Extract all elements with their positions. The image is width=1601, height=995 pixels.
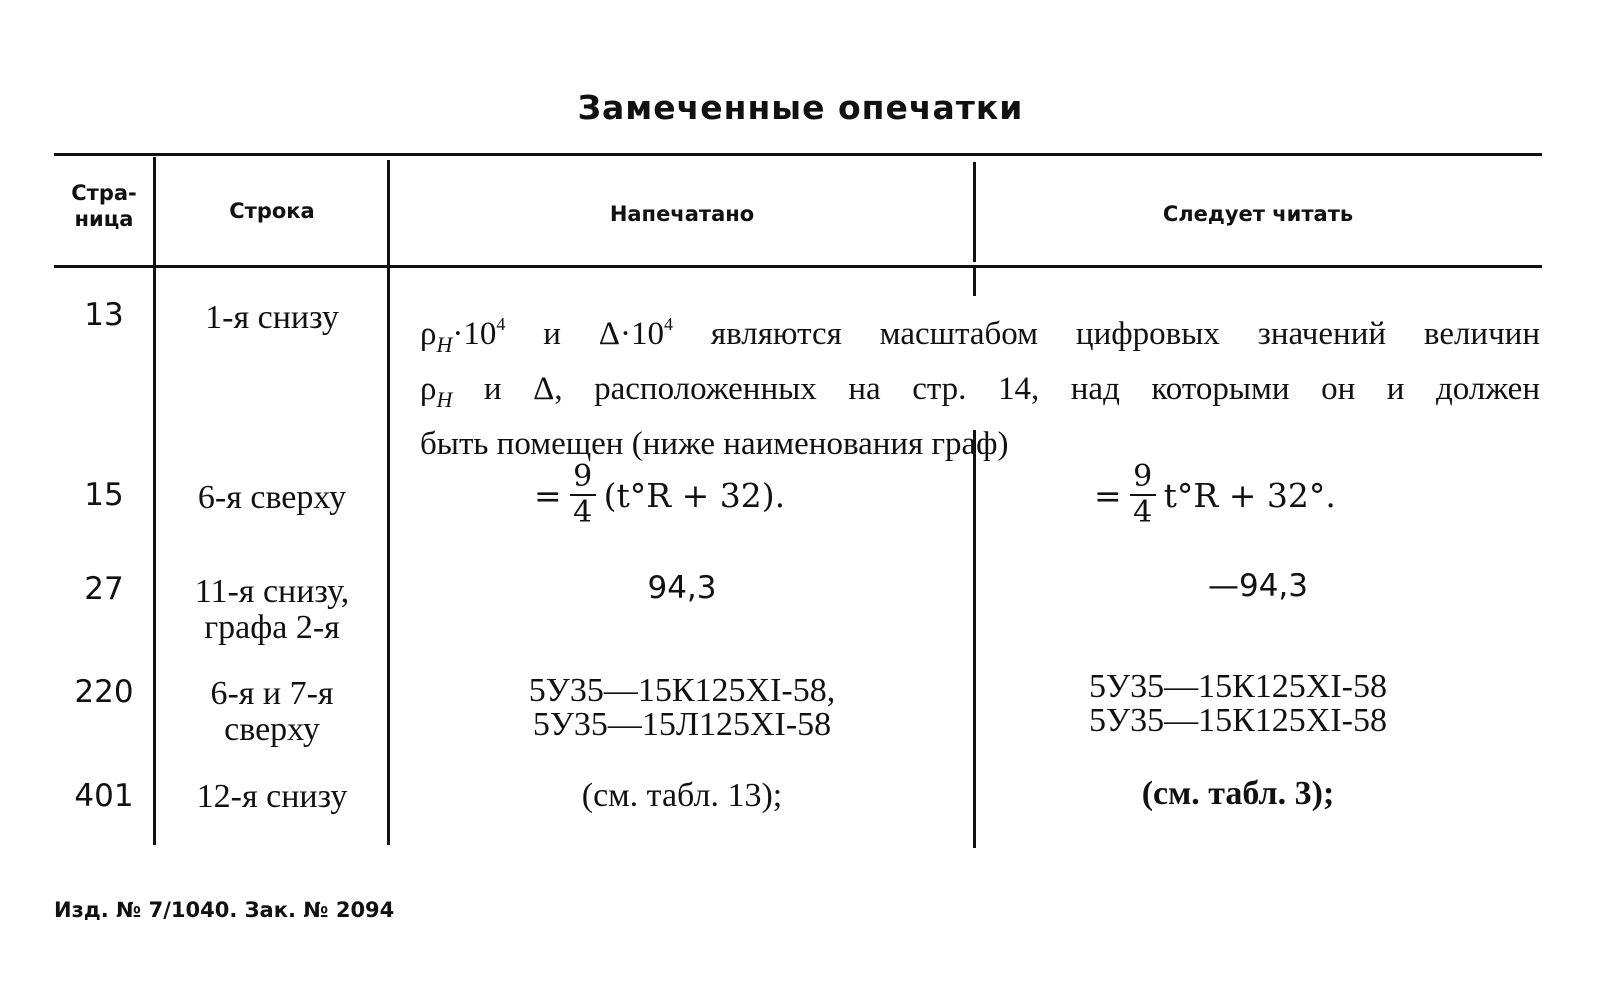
table-row-page: 220: [74, 674, 134, 710]
column-divider: [387, 160, 390, 845]
printed-value: (см. табл. 13);: [581, 777, 783, 814]
header-page: Стра- ница: [71, 181, 137, 231]
table-row-line: 6-я сверху: [197, 479, 347, 516]
column-divider: [973, 430, 976, 848]
column-divider: [973, 268, 976, 296]
table-row-line: 11-я снизу, графа 2-я: [194, 573, 350, 646]
table-row-line: 1-я снизу: [205, 299, 339, 336]
merged-correction-text: $\rho_H\cdot 10^4$ и $\Delta\cdot 10^4$ являются масштабом цифровых значений величин $\rho_H$ и Δ, расположенных на стр. 14, над которыми он и должен быть помещен (ниже наименования граф): [420, 314, 1541, 462]
header-correct: Следует читать: [1162, 202, 1354, 226]
table-top-rule: [54, 153, 1542, 156]
header-line: Строка: [229, 199, 315, 223]
table-row-line: 6-я и 7-я сверху: [210, 675, 334, 748]
column-divider: [153, 157, 156, 845]
page-title: Замеченные опечатки: [577, 88, 1024, 127]
header-printed: Напечатано: [609, 202, 755, 226]
correct-formula: = $\frac{9}{4}$ t°R + 32°.: [1094, 459, 1336, 530]
correct-value: —94,3: [1207, 568, 1309, 604]
column-divider: [973, 162, 976, 262]
correct-value: (см. табл. 3);: [1141, 775, 1335, 812]
printed-formula: = $\frac{9}{4}$ (t°R + 32).: [534, 459, 786, 530]
table-row-page: 15: [84, 477, 124, 513]
table-row-page: 27: [84, 571, 124, 607]
header-bottom-rule: [54, 265, 1542, 268]
publication-footer: Изд. № 7/1040. Зак. № 2094: [54, 898, 395, 922]
table-row-line: 12-я снизу: [196, 778, 348, 815]
table-row-page: 401: [74, 778, 134, 814]
table-row-page: 13: [84, 297, 124, 333]
printed-value: 5У35—15К125XI-58, 5У35—15Л125XI-58: [528, 672, 836, 743]
correct-value: 5У35—15К125XI-58 5У35—15К125XI-58: [1089, 668, 1387, 739]
printed-value: 94,3: [647, 570, 717, 606]
